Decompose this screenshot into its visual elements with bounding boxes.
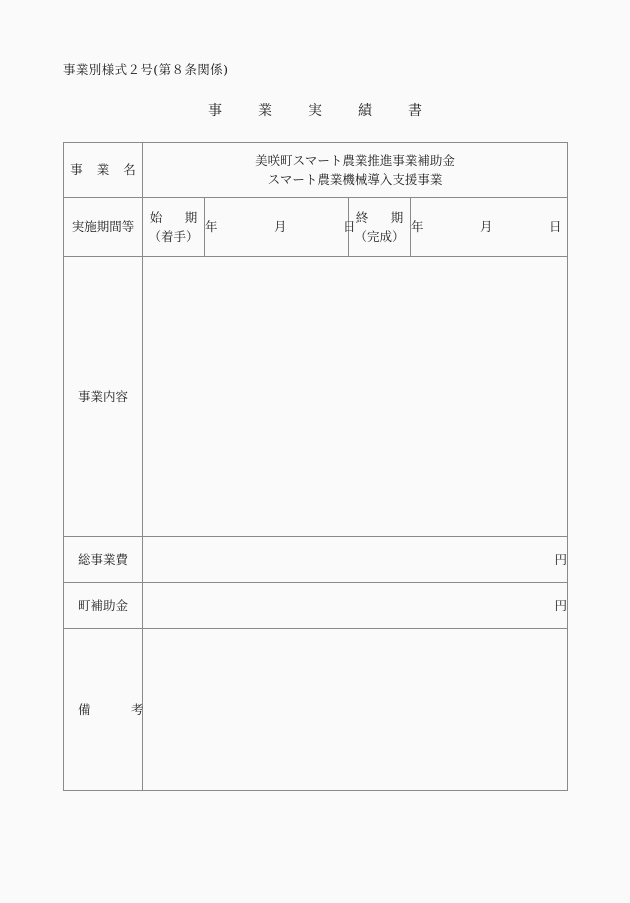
label-project-content: 事業内容 (64, 257, 143, 537)
table-row-remarks (64, 629, 568, 791)
field-town-subsidy[interactable] (143, 583, 568, 629)
page-title: 事 業 実 績 書 (208, 103, 433, 119)
field-remarks[interactable] (143, 629, 568, 791)
town-subsidy-unit: 円 (554, 597, 568, 613)
label-period: 実施期間等 (64, 198, 143, 257)
field-start-date[interactable] (205, 198, 378, 257)
project-name-line-1: 美咲町スマート農業推進事業補助金 (255, 152, 455, 168)
start-period-line-2: （着手） (148, 229, 199, 244)
value-project-name (143, 143, 568, 198)
total-cost-unit: 円 (554, 551, 568, 567)
start-date-ymd: 年 月 日 (205, 219, 378, 235)
start-period-line-1: 始 期 (149, 209, 203, 225)
label-remarks: 備 考 (64, 629, 143, 791)
field-end-date[interactable] (411, 198, 584, 257)
project-name-line-2: スマート農業機械導入支援事業 (267, 172, 443, 187)
table-row-project-content (64, 257, 568, 537)
label-town-subsidy: 町補助金 (64, 583, 143, 629)
label-start-period (143, 198, 205, 257)
label-end-period (349, 198, 411, 257)
project-report-table (63, 142, 584, 791)
label-project-name: 事 業 名 (64, 143, 143, 198)
table-row-town-subsidy (64, 583, 568, 629)
end-date-ymd: 年 月 日 (411, 219, 584, 235)
table-row-project-name (64, 143, 568, 198)
end-period-line-1: 終 期 (355, 209, 409, 225)
label-total-cost: 総事業費 (64, 537, 143, 583)
form-number: 事業別様式２号(第８条関係) (63, 62, 229, 77)
table-row-period (64, 198, 568, 257)
end-period-line-2: （完成） (354, 229, 405, 244)
field-project-content[interactable] (143, 257, 568, 537)
table-row-total-cost (64, 537, 568, 583)
field-total-cost[interactable] (143, 537, 568, 583)
